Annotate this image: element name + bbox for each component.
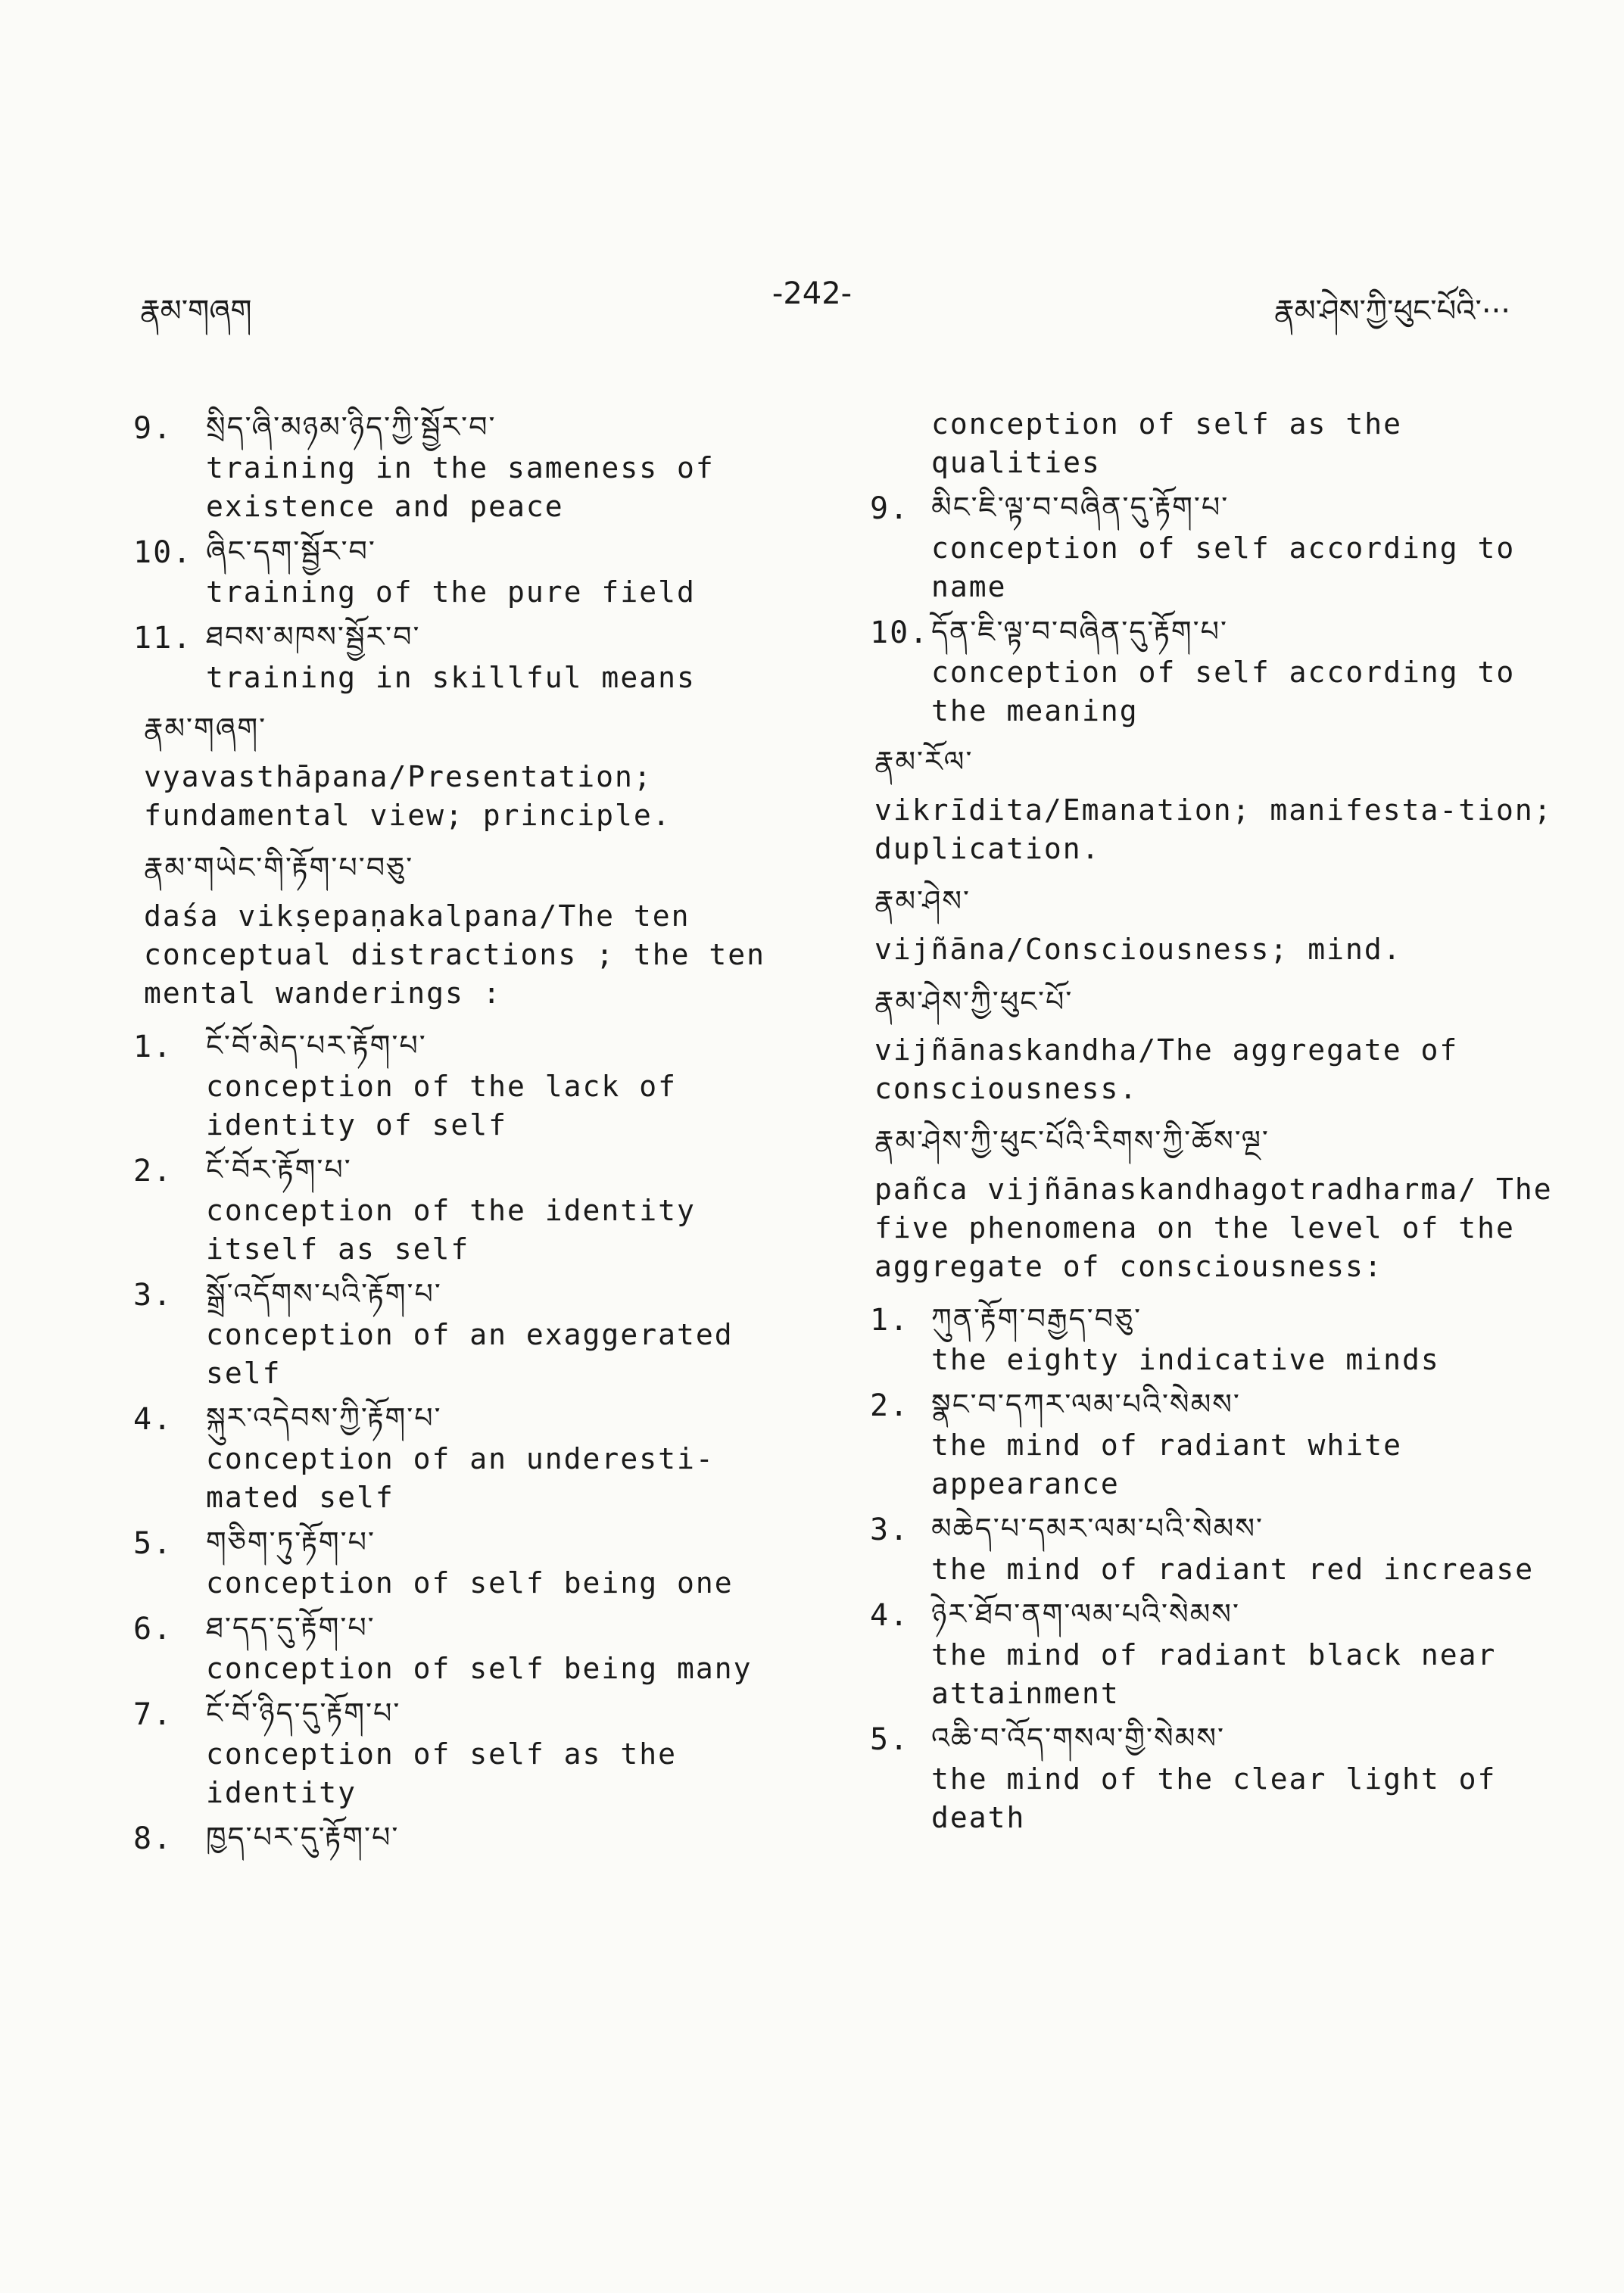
page-header — [0, 276, 1624, 329]
item-translation: the mind of the clear light of death — [931, 1762, 1497, 1834]
tibetan-term: སྣང་བ་དཀར་ལམ་པའི་སེམས་ — [931, 1388, 1241, 1421]
tibetan-term: སྒྲོ་འདོགས་པའི་རྟོག་པ་ — [206, 1277, 442, 1310]
item-number: 3. — [870, 1513, 910, 1547]
left-column — [133, 405, 795, 1859]
item-number: 6. — [133, 1612, 173, 1647]
tibetan-term: མིང་ཇི་ལྟ་བ་བཞིན་དུ་རྟོག་པ་ — [931, 491, 1230, 524]
item-translation: the mind of radiant white appearance — [931, 1428, 1402, 1500]
list-item — [133, 1606, 795, 1688]
tibetan-term: དོན་ཇི་ལྟ་བ་བཞིན་དུ་རྟོག་པ་ — [931, 615, 1228, 648]
item-translation: the eighty indicative minds — [931, 1343, 1440, 1376]
item-number: 1. — [133, 1030, 173, 1064]
page-number: -242- — [771, 276, 853, 311]
item-translation: conception of self being one — [206, 1566, 734, 1600]
item-translation: conception of an underesti-mated self — [206, 1442, 715, 1514]
item-number: 8. — [133, 1821, 173, 1856]
list-item — [133, 1520, 795, 1603]
tibetan-term: ཐབས་མཁས་སྦྱོར་བ་ — [206, 620, 421, 653]
entry-definition: vijñāna/Consciousness; mind. — [874, 933, 1402, 966]
item-translation: training of the pure field — [206, 575, 696, 609]
tibetan-term: སྲིད་ཞི་མཉམ་ཉིད་ཀྱི་སྦྱོར་བ་ — [206, 410, 497, 444]
tibetan-term: ཞིང་དག་སྦྱོར་བ་ — [206, 534, 376, 568]
continued-translation: conception of self as the qualities — [931, 407, 1402, 479]
list-item — [870, 609, 1571, 731]
item-number: 5. — [870, 1722, 910, 1757]
item-number: 10. — [133, 535, 193, 570]
entry-definition: daśa vikṣepaṇakalpana/The ten conceptual distractions ; the ten mental wanderings : — [144, 899, 765, 1010]
item-translation: conception of self according to name — [931, 531, 1516, 603]
item-translation: training in the sameness of existence and peace — [206, 451, 715, 523]
tibetan-term: གཅིག་ཏུ་རྟོག་པ་ — [206, 1525, 376, 1559]
item-translation: conception of an exaggerated self — [206, 1318, 734, 1390]
list-item — [133, 1272, 795, 1393]
entry-headword: རྣམ་གཞག་ — [144, 712, 267, 745]
item-translation: the mind of radiant red increase — [931, 1553, 1535, 1586]
list-item — [133, 1023, 795, 1145]
list-item — [133, 1815, 795, 1859]
item-number: 9. — [870, 491, 910, 526]
list-item — [870, 1297, 1571, 1379]
header-left-term: རྣམ་གཞག — [140, 294, 252, 329]
entry-headword: རྣམ་ཤེས་ — [874, 884, 971, 918]
item-number: 3. — [133, 1278, 173, 1313]
tibetan-term: ངོ་བོ་ཉིད་དུ་རྟོག་པ་ — [206, 1696, 401, 1730]
list-item — [133, 615, 795, 697]
item-number: 1. — [870, 1303, 910, 1338]
entry-headword: རྣམ་ཤེས་ཀྱི་ཕུང་པོ་ — [874, 985, 1074, 1018]
tibetan-term: ཀུན་རྟོག་བརྒྱད་བཅུ་ — [931, 1302, 1142, 1335]
entry-definition: pañca vijñānaskandhagotradharma/ The five phenomena on the level of the aggregate of consciousness: — [874, 1173, 1553, 1283]
item-translation: conception of self being many — [206, 1652, 753, 1685]
tibetan-term: ཁྱད་པར་དུ་རྟོག་པ་ — [206, 1821, 400, 1854]
entry-definition: vikrīdita/Emanation; manifesta-tion; duplication. — [874, 793, 1553, 865]
list-item — [870, 1506, 1571, 1589]
entry-definition: vyavasthāpana/Presentation; fundamental view; principle. — [144, 760, 672, 832]
right-column — [870, 405, 1571, 1840]
tibetan-term: སྐུར་འདེབས་ཀྱི་རྟོག་པ་ — [206, 1401, 442, 1435]
item-number: 2. — [133, 1154, 173, 1189]
item-number: 11. — [133, 621, 193, 656]
item-translation: conception of self as the identity — [206, 1737, 677, 1809]
item-translation: conception of self according to the meaning — [931, 656, 1516, 727]
list-item — [870, 485, 1571, 606]
list-item — [133, 405, 795, 526]
item-number: 4. — [133, 1402, 173, 1437]
item-translation: conception of the lack of identity of self — [206, 1070, 677, 1142]
tibetan-term: ངོ་བོར་རྟོག་པ་ — [206, 1153, 352, 1186]
tibetan-term: འཆི་བ་འོད་གསལ་གྱི་སེམས་ — [931, 1721, 1225, 1755]
item-number: 7. — [133, 1697, 173, 1732]
list-item — [133, 1691, 795, 1812]
entry-headword: རྣམ་གཡེང་གི་རྟོག་པ་བཅུ་ — [144, 851, 414, 884]
item-number: 9. — [133, 411, 173, 446]
tibetan-term: མཆེད་པ་དམར་ལམ་པའི་སེམས་ — [931, 1512, 1264, 1545]
list-item — [870, 1382, 1571, 1503]
item-number: 4. — [870, 1598, 910, 1633]
entry-definition: vijñānaskandha/The aggregate of consciousness. — [874, 1033, 1459, 1105]
tibetan-term: ཉེར་ཐོབ་ནག་ལམ་པའི་སེམས་ — [931, 1597, 1240, 1631]
header-right-term: རྣམ་ཤེས་ཀྱི་ཕུང་པོའི་··· — [1273, 294, 1510, 329]
tibetan-term: ཐ་དད་དུ་རྟོག་པ་ — [206, 1611, 376, 1644]
list-item — [870, 1716, 1571, 1837]
item-number: 2. — [870, 1388, 910, 1423]
list-item — [133, 1396, 795, 1517]
item-translation: training in skillful means — [206, 661, 696, 694]
list-item — [133, 529, 795, 612]
entry-headword: རྣམ་ཤེས་ཀྱི་ཕུང་པོའི་རིགས་ཀྱི་ཆོས་ལྔ་ — [874, 1124, 1270, 1157]
item-translation: conception of the identity itself as self — [206, 1194, 696, 1266]
item-number: 5. — [133, 1526, 173, 1561]
item-translation: the mind of radiant black near attainment — [931, 1638, 1497, 1710]
entry-headword: རྣམ་རོལ་ — [874, 745, 974, 778]
list-item — [133, 1148, 795, 1269]
list-item — [870, 1592, 1571, 1713]
tibetan-term: ངོ་བོ་མེད་པར་རྟོག་པ་ — [206, 1029, 427, 1062]
item-number: 10. — [870, 615, 930, 650]
